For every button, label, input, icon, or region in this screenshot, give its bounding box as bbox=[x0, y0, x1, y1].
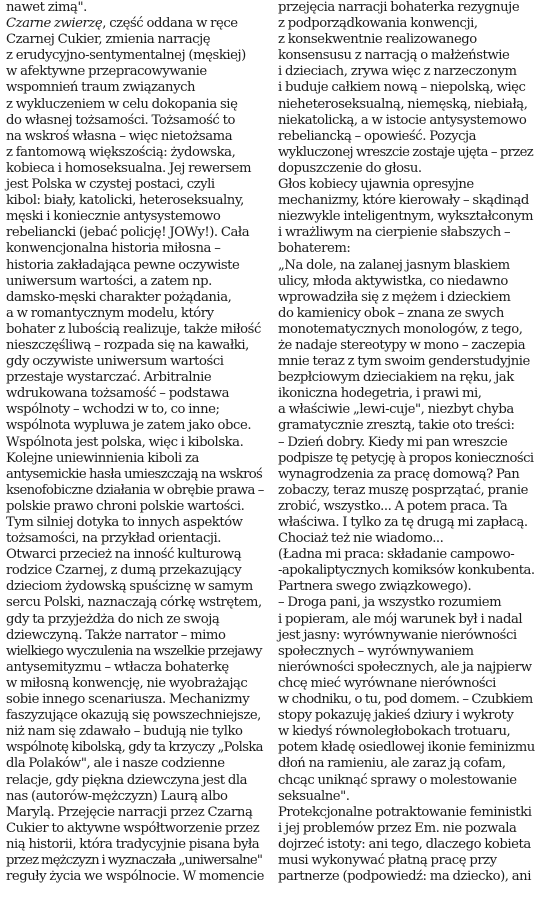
text-line: a w romantycznym modelu, który bbox=[6, 305, 214, 321]
text-line: wspólnoty – wchodzi w to, co inne; bbox=[6, 402, 220, 418]
text-line: wspólnotę kibolską, gdy ta krzyczy „Polska bbox=[6, 740, 263, 756]
text-line: i buduje całkiem nową – niepolską, więc bbox=[278, 80, 526, 96]
text-line: dziewczyną. Także narrator – mimo bbox=[6, 627, 226, 643]
text-line: właściwa. I tylko za tę drugą mi zapłacą. bbox=[278, 515, 528, 530]
text-line: w kiedyś równoległobokach trotuaru, bbox=[278, 724, 511, 740]
text-line: jest jasny: wyrównywanie nierówności bbox=[278, 627, 517, 643]
text-line: Głos kobiecy ujawnia opresyjne bbox=[278, 177, 474, 193]
text-line: dzieciom żydowską spuściznę w samym bbox=[6, 579, 253, 595]
text-line: monotematycznych monologów, z tego, bbox=[278, 321, 523, 337]
text-line: i wrażliwym na cierpienie słabszych – bbox=[278, 225, 511, 241]
text-line: reguły życia we wspólnocie. W momencie bbox=[6, 869, 264, 885]
text-line: – Droga pani, ja wszystko rozumiem bbox=[278, 595, 502, 611]
text-line: damsko-męski charakter pożądania, bbox=[6, 289, 232, 305]
text-line: do własnej tożsamości. Tożsamość to bbox=[6, 112, 235, 128]
text-line bbox=[6, 16, 264, 32]
text-line: z podporządkowania konwencji, bbox=[278, 16, 478, 32]
text-line: jest Polska w czystej postaci, czyli bbox=[6, 177, 215, 193]
text-line: w miłosną konwencję, nie wyobrażając bbox=[6, 675, 248, 691]
text-line: mnie teraz z tym swoim genderstudyjnie bbox=[278, 354, 530, 370]
text-line: niezwykle inteligentnym, wykształconym bbox=[278, 209, 534, 225]
text-line: polskie prawo chroni polskie wartości. bbox=[6, 498, 245, 514]
text-line: gramatycznie zresztą, takie oto treści: bbox=[278, 418, 515, 434]
text-line: wynagrodzenia za pracę domową? Pan bbox=[278, 466, 520, 482]
text-line: męski i koniecznie antysystemowo bbox=[6, 209, 221, 225]
text-line: partnerze (podpowiedź: ma dziecko), ani bbox=[278, 869, 531, 885]
text-line: wspomnień traum związanych bbox=[6, 80, 196, 96]
text-line: faszyzujące okazują się powszechniejsze, bbox=[6, 708, 261, 724]
text-line: wprowadziła się z mężem i dzieckiem bbox=[278, 289, 511, 305]
text-line: kobieca i homoseksualna. Jej rewersem bbox=[6, 160, 252, 176]
text-line: rodzice Czarnej, z dumą przekazujący bbox=[6, 563, 242, 579]
text-line: antysemickie hasła umieszczają na wskroś bbox=[6, 466, 263, 482]
text-line: społecznych – wyrównywaniem bbox=[278, 643, 474, 659]
text-line: Protekcjonalne potraktowanie feministki bbox=[278, 804, 532, 820]
text-line: przestaje wystarczać. Arbitralnie bbox=[6, 370, 212, 386]
text-line: i popieram, ale mój warunek był i nadal bbox=[278, 611, 523, 627]
text-line: i dzieciach, zrywa więc z narzeczonym bbox=[278, 64, 517, 80]
text-line: seksualne". bbox=[278, 788, 350, 804]
text-line: wielkiego wyczulenia na wszelkie przejawy bbox=[6, 643, 262, 659]
text-line: Kolejne uniewinnienia kiboli za bbox=[6, 450, 199, 466]
text-line: rebeliancki (jebać policję! JOWy!). Cała bbox=[6, 225, 250, 241]
text-line: z konsekwentnie realizowanego bbox=[278, 32, 477, 48]
text-line: nieheteroseksualną, niemęską, niebiałą, bbox=[278, 96, 528, 112]
text-line: z fantomową większością: żydowska, bbox=[6, 144, 236, 160]
text-line: dojrzeć istoty: ani tego, dlaczego kobieta bbox=[278, 836, 531, 852]
text-line: dopuszczenie do głosu. bbox=[278, 160, 422, 176]
text-line: wykluczonej wreszcie zostaje ujęta – przez bbox=[278, 144, 534, 160]
text-line: niekatolicką, a w istocie antysystemowo bbox=[278, 112, 527, 128]
text-line: ksenofobiczne działania w obrębie prawa – bbox=[6, 482, 264, 498]
text-line: tożsamości, na przykład orientacji. bbox=[6, 531, 222, 547]
text-line: uniwersum wartości, a zatem np. bbox=[6, 273, 212, 289]
text-line: „Na dole, na zalanej jasnym blaskiem bbox=[278, 257, 510, 273]
text-line: a właściwie „lewi-cuje", niezbyt chyba bbox=[278, 402, 514, 418]
text-line: sobie innego scenariusza. Mechanizmy bbox=[6, 692, 250, 708]
text-line: ulicy, młoda aktywistka, co niedawno bbox=[278, 273, 508, 289]
text-line: bohater z lubością realizuje, także miłość bbox=[6, 321, 261, 337]
text-line: gdy oczywiste uniwersum wartości bbox=[6, 354, 224, 370]
text-line: Wspólnota jest polska, więc i kibolska. bbox=[6, 434, 244, 450]
text-line: nas (autorów-mężczyzn) Laurą albo bbox=[6, 788, 228, 804]
text-segment: , część oddana w ręce bbox=[102, 16, 238, 32]
text-line: niż nam się zdawało – budują nie tylko bbox=[6, 724, 243, 740]
text-line: Chociaż też nie wiadomo... bbox=[278, 531, 444, 547]
text-line: relacje, gdy piękna dziewczyna jest dla bbox=[6, 772, 248, 788]
text-line: na wskroś własna – więc nietożsama bbox=[6, 128, 233, 144]
text-line: – Dzień dobry. Kiedy mi pan wreszcie bbox=[278, 434, 508, 450]
text-column-left bbox=[6, 0, 264, 885]
text-line: przez mężczyzn i wyznaczała „uniwersalne" bbox=[6, 852, 263, 868]
text-line: podpisze tę petycję à propos konieczności bbox=[278, 450, 534, 466]
text-line: konsensusu z narracją o małżeństwie bbox=[278, 48, 510, 64]
text-line: bohaterem: bbox=[278, 241, 351, 257]
text-line: że nadaje stereotypy w mono – zaczepia bbox=[278, 337, 526, 353]
text-line: wspólnota wypluwa je zatem jako obce. bbox=[6, 418, 252, 434]
text-line: potem kładę osiedlowej ikonie feminizmu bbox=[278, 740, 535, 756]
text-line: musi wykonywać płatną pracę przy bbox=[278, 852, 497, 868]
text-line: nawet zimą". bbox=[6, 0, 87, 15]
text-line: stopy pokazuję jakieś dziury i wykroty bbox=[278, 708, 514, 724]
text-line: (Ładna mi praca: składanie campowo- bbox=[278, 547, 515, 563]
text-line: rebeliancką – opowieść. Pozycja bbox=[278, 128, 477, 144]
text-line: z erudycyjno-sentymentalnej (męskiej) bbox=[6, 48, 246, 64]
text-line: chcąc uniknąć sprawy o molestowanie bbox=[278, 772, 517, 788]
text-line: zobaczy, teraz muszę posprzątać, pranie bbox=[278, 482, 528, 498]
text-line: z wykluczeniem w celu dokopania się bbox=[6, 96, 238, 112]
italic-title: Czarne zwierzę bbox=[6, 16, 103, 32]
text-line: nierówności społecznych, ale ja najpierw bbox=[278, 659, 532, 675]
text-line: Tym silniej dotyka to innych aspektów bbox=[6, 515, 243, 530]
text-column-right bbox=[278, 0, 536, 885]
text-line: wdrukowana tożsamość – podstawa bbox=[6, 386, 230, 402]
text-line: nieszczęśliwą – rozpada się na kawałki, bbox=[6, 337, 249, 353]
text-line: -apokaliptycznych komiksów konkubenta. bbox=[278, 563, 535, 579]
text-line: antysemityzmu – wtłacza bohaterkę bbox=[6, 659, 229, 675]
text-line: Marylą. Przejęcie narracji przez Czarną bbox=[6, 804, 253, 820]
text-line: Partnera swego związkowego). bbox=[278, 579, 472, 595]
text-line: ikoniczna hodegetria, i prawi mi, bbox=[278, 386, 482, 402]
text-line: w afektywne przepracowywanie bbox=[6, 64, 207, 80]
text-line: w chodniku, o tu, pod domem. – Czubkiem bbox=[278, 692, 533, 708]
text-line: historia zakładająca pewne oczywiste bbox=[6, 257, 240, 273]
text-line: nią historii, która tradycyjnie pisana była bbox=[6, 836, 260, 852]
text-line: kibol: biały, katolicki, heteroseksualny, bbox=[6, 193, 244, 209]
text-line: chcę mieć wyrównane nierówności bbox=[278, 675, 496, 691]
text-line: konwencjonalna historia miłosna – bbox=[6, 241, 221, 257]
text-line: Czarnej Cukier, zmienia narrację bbox=[6, 32, 211, 48]
text-line: przejęcia narracji bohaterka rezygnuje bbox=[278, 0, 520, 15]
text-line: dla Polaków", ale i nasze codzienne bbox=[6, 756, 225, 772]
text-line: Cukier to aktywne współtworzenie przez bbox=[6, 820, 260, 836]
text-line: gdy ta przyjeżdża do nich ze swoją bbox=[6, 611, 220, 627]
text-line: sercu Polski, naznaczają córkę wstrętem, bbox=[6, 595, 262, 611]
text-line: dłoń na ramieniu, ale zaraz ją cofam, bbox=[278, 756, 506, 772]
text-line: Otwarci przecież na inność kulturową bbox=[6, 547, 242, 563]
text-line: do kamienicy obok – znana ze swych bbox=[278, 305, 504, 321]
text-line: i jej problemów przez Em. nie pozwala bbox=[278, 820, 517, 836]
text-line: bezpłciowym dzieciakiem na ręku, jak bbox=[278, 370, 514, 386]
text-line: mechanizmy, które kierowały – skądinąd bbox=[278, 193, 529, 209]
text-line: zrobić, wszystko... A potem praca. Ta bbox=[278, 498, 508, 514]
